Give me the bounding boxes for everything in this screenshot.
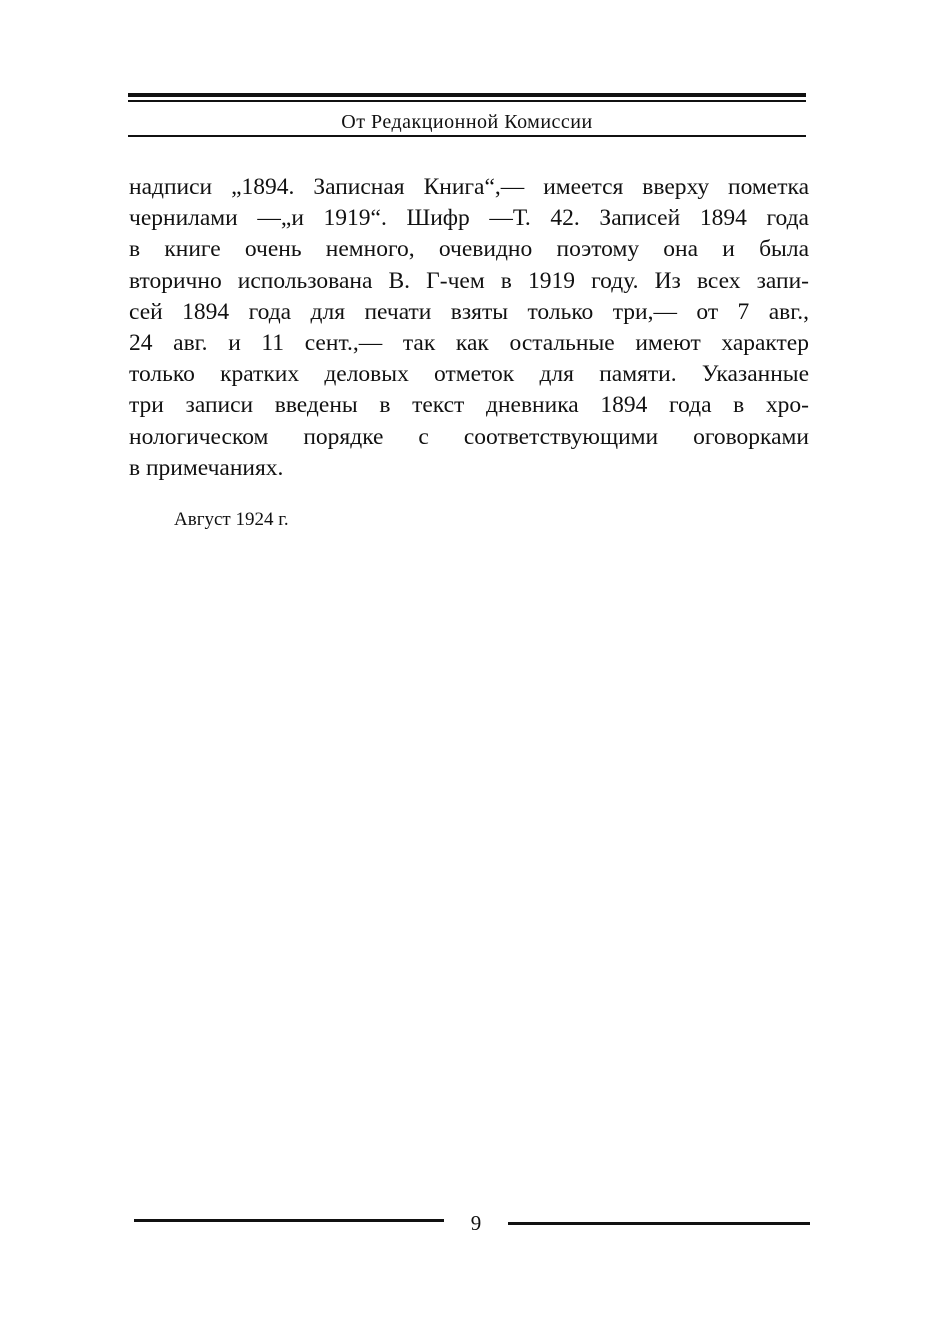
text-line: чернилами —„и 1919“. Шифр —Т. 42. Записей 1894 года <box>129 205 809 232</box>
text-line: в примечаниях. <box>129 454 284 481</box>
text-line: надписи „1894. Записная Книга“,— имеется вверху пометка <box>129 174 809 200</box>
text-line: три записи введены в текст дневника 1894 года в хро- <box>129 392 809 419</box>
page-number: 9 <box>470 1211 482 1235</box>
text-line: в книге очень немного, очевидно поэтому она и была <box>129 236 809 263</box>
text-line: нологическом порядке с соответствующими оговорками <box>129 423 809 450</box>
body-paragraph <box>129 172 809 484</box>
running-head: От Редакционной Комиссии <box>341 111 593 133</box>
header-bottom-rule <box>128 135 806 137</box>
text-line: сей 1894 года для печати взяты только три,— от 7 авг., <box>129 298 809 325</box>
text-line: вторично использована В. Г-чем в 1919 году. Из всех запи- <box>129 267 809 294</box>
footer-rule-right <box>508 1222 810 1225</box>
text-line: только кратких деловых отметок для памяти. Указанные <box>129 361 809 388</box>
footer-rule-left <box>134 1219 444 1222</box>
header-rule-thick <box>128 93 806 97</box>
text-line: 24 авг. и 11 сент.,— так как остальные имеют характер <box>129 330 809 357</box>
header-rule-thin <box>128 100 806 102</box>
dateline: Август 1924 г. <box>174 509 289 530</box>
